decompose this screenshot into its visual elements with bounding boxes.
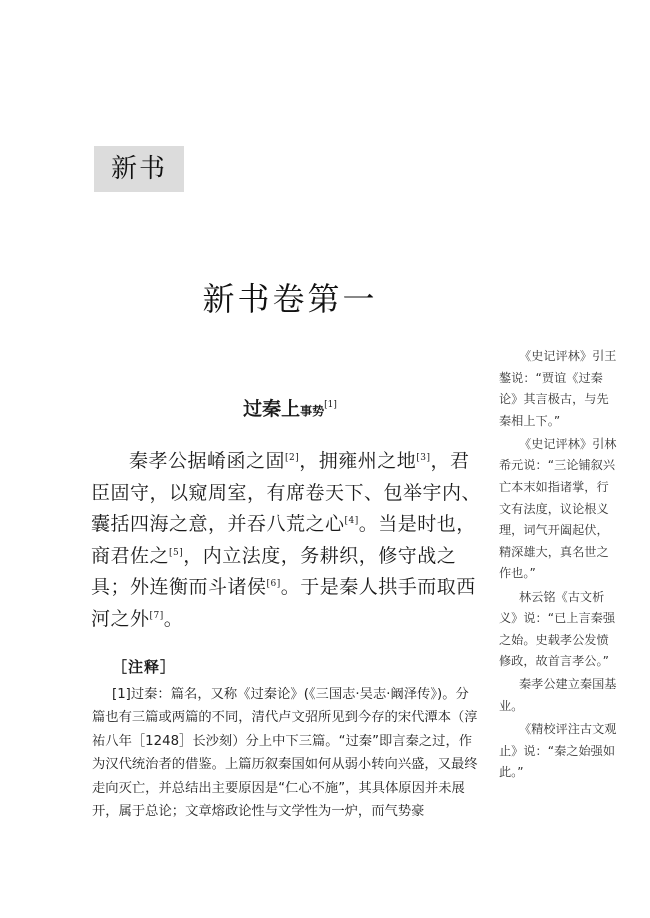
book-title-tag: 新书: [94, 146, 184, 192]
side-note: 《精校评注古文观止》说：“秦之始强如此。”: [499, 722, 617, 780]
side-notes: [499, 346, 617, 785]
notes-heading: ［注释］: [112, 658, 177, 676]
footnote-ref: [6]: [266, 579, 281, 589]
main-text-segment: 。当是时也，商君佐之: [91, 513, 476, 567]
footnote-ref: [4]: [344, 516, 359, 526]
side-note: 《史记评林》引林希元说：“三论铺叙兴亡本末如指诸掌，行文有法度，议论根义理，词气开阖起伏，精深雄大，真名世之作也。”: [499, 436, 617, 581]
main-text-segment: 。于是秦人拱手而取西河之外: [91, 576, 476, 630]
main-text-segment: ，拥雍州之地: [299, 450, 417, 472]
main-text-segment: 。: [163, 607, 184, 630]
notes-text: [1]过秦：篇名，又称《过秦论》(《三国志·吴志·阚泽传》)。分篇也有三篇或两篇的不同，清代卢文弨所见到今存的宋代潭本（淳祐八年［1248］长沙刻）分上中下三篇。“过秦”即言秦之过，作为汉代统治者的借鉴。上篇历叙秦国如何从弱小转向兴盛，又最终走向灭亡，并总结出主要原因是“仁心不施”，其具体原因并未展开，属于总论；文章熔政论性与文学性为一炉，而气势豪: [92, 687, 478, 820]
chapter-note-ref: [1]: [324, 400, 337, 410]
main-text-segment: 秦孝公据崤函之固: [129, 450, 286, 472]
chapter-subtitle: 事势: [300, 404, 325, 418]
side-note: 林云铭《古文析义》说：“已上言秦强之始。史载孝公发愤修政，故首言孝公。”: [499, 589, 616, 669]
footnote-ref: [3]: [416, 453, 431, 463]
footnote-ref: [5]: [169, 547, 184, 558]
chapter-title: [0, 394, 580, 421]
main-text-segment: ，内立法度，务耕织，修守战之具；外连衡而斗诸侯: [91, 544, 457, 598]
main-text-segment: ，君臣固守，以窥周室，有席卷天下、包举宇内、囊括四海之意，并吞八荒之心: [91, 450, 482, 535]
footnote-ref: [7]: [149, 610, 164, 621]
main-text: [91, 446, 483, 635]
chapter-title-text: 过秦上: [243, 398, 301, 420]
volume-title: 新书卷第一: [202, 280, 378, 318]
side-note: 《史记评林》引王鏊说：“贾谊《过秦论》其言极古，与先秦相上下。”: [499, 349, 617, 428]
footnote-ref: [2]: [285, 453, 300, 463]
side-note: 秦孝公建立秦国基业。: [499, 677, 617, 713]
